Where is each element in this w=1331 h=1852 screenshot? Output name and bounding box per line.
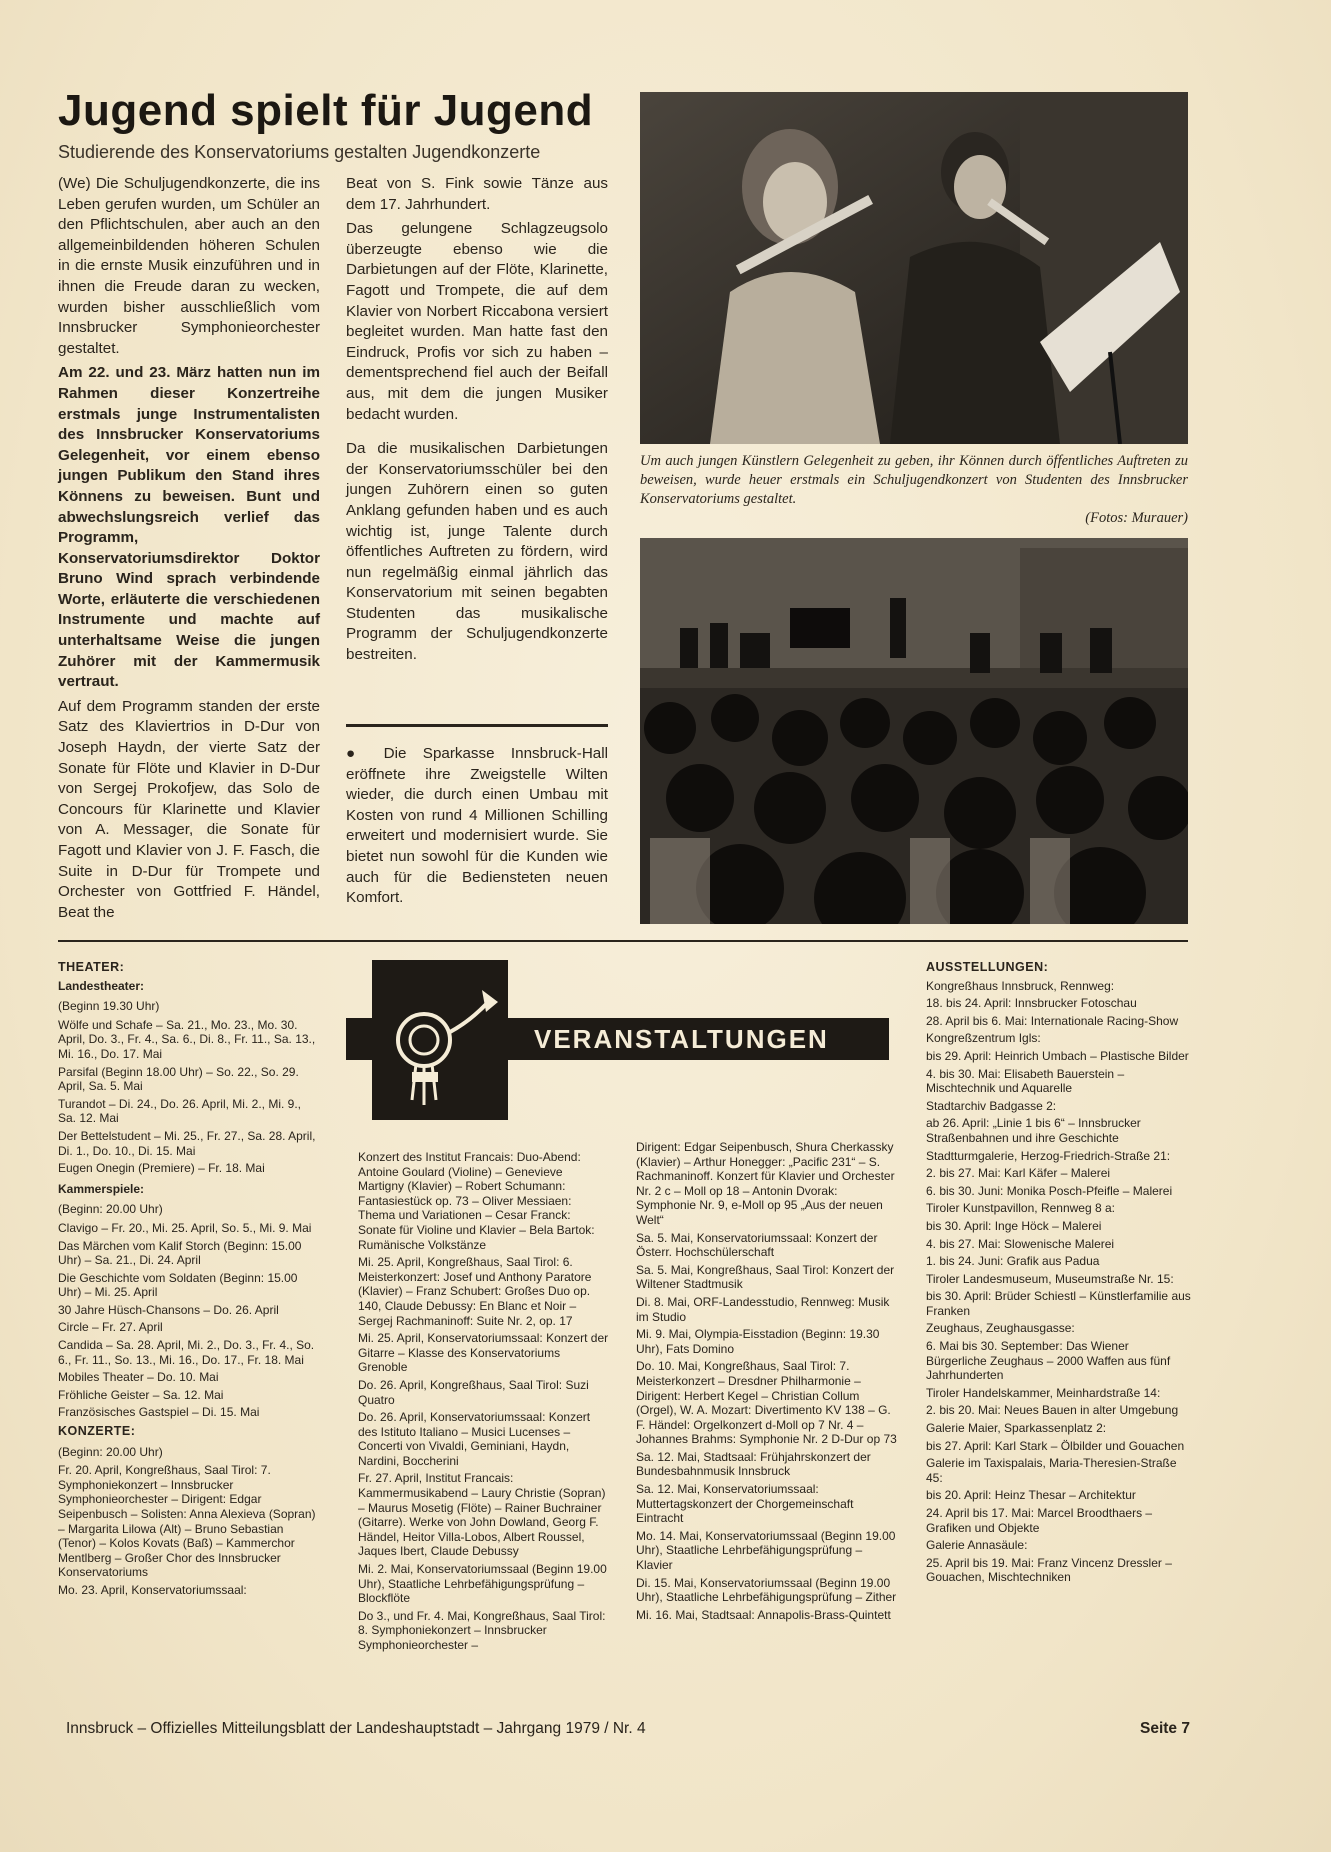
theater-entry: Parsifal (Beginn 18.00 Uhr) – So. 22., So. 29. April, Sa. 5. Mai [58, 1064, 299, 1094]
concert-entry: Mi. 2. Mai, Konservatoriumssaal (Beginn 19.00 Uhr), Staatliche Lehrbefähigungsprüfung – Blockflöte [358, 1562, 607, 1606]
photo-audience [640, 538, 1188, 924]
concert-entry: Fr. 20. April, Kongreßhaus, Saal Tirol: 7. Symphoniekonzert – Innsbrucker Symphonieorchester – Dirigent: Edgar Seipenbusch – Solisten: Anna Alexieva (Sopran) – Margarita Lilowa (Alt) – Bruno Sebastian (Tenor) – Kolos Kovats (Baß) – Kammerchor Mentlberg – Großer Chor des Innsbrucker Konservatoriums [58, 1463, 316, 1580]
theater-entry: Turandot – Di. 24., Do. 26. April, Mi. 2., Mi. 9., Sa. 12. Mai [58, 1096, 301, 1126]
section-divider [58, 940, 1188, 942]
concert-entry: Mi. 16. Mai, Stadtsaal: Annapolis-Brass-Quintett [636, 1607, 891, 1622]
concert-entry: Di. 15. Mai, Konservatoriumssaal (Beginn 19.00 Uhr), Staatliche Lehrbefähigungsprüfung – Zither [636, 1575, 897, 1605]
exhibition-entry: 24. April bis 17. Mai: Marcel Broodthaers – Grafiken und Objekte [926, 1506, 1153, 1535]
exhibition-entry: Galerie Maier, Sparkassenplatz 2: [926, 1421, 1107, 1436]
exhibition-entry: Galerie im Taxispalais, Maria-Theresien-Straße 45: [926, 1456, 1177, 1485]
exhibition-entry: 25. April bis 19. Mai: Franz Vincenz Dressler – Gouachen, Mischtechniken [926, 1555, 1172, 1585]
exhibition-entry: 28. April bis 6. Mai: Internationale Racing-Show [926, 1013, 1179, 1028]
exhibition-entry: 4. bis 27. Mai: Slowenische Malerei [926, 1236, 1115, 1251]
article-column-1 [58, 174, 320, 927]
page-footer: Innsbruck – Offizielles Mitteilungsblatt der Landeshauptstadt – Jahrgang 1979 / Nr. 4 [66, 1720, 646, 1737]
article-paragraph: (We) Die Schuljugendkonzerte, die ins Leben gerufen wurden, um Schüler an den Pflichtschulen, aber auch an den allgemeinbildenden höheren Schulen in die ernste Musik einzuführen und in ihnen die Freude daran zu wecken, wurden bisher ausschließlich vom Innsbrucker Symphonieorchester gestaltet. [58, 175, 320, 357]
theater-entry: Die Geschichte vom Soldaten (Beginn: 15.00 Uhr) – Mi. 25. April [58, 1270, 298, 1300]
photo-caption [640, 452, 1188, 528]
post-horn-icon [372, 960, 508, 1120]
article-paragraph: Auf dem Programm standen der erste Satz des Klaviertrios in D-Dur von Joseph Haydn, der vierte Satz der Sonate für Flöte und Klavier in D-Dur von Sergej Prokofjew, das Solo de Concours für Klarinette und Klavier von A. Messager, die Sonate für Fagott und Klavier von J. F. Fasch, die Suite in D-Dur für Trompete und Orchester von Gottfried F. Händel, Beat the [58, 697, 320, 921]
notice-text: ● Die Sparkasse Innsbruck-Hall eröffnete ihre Zweigstelle Wilten wieder, die durch einen Umbau mit Kosten von rund 4 Millionen Schilling erweitert und modernisiert wurde. Sie bietet nun sowohl für die Kunden wie auch für die Bediensteten neuen Komfort. [346, 745, 608, 907]
exhibition-entry: 2. bis 20. Mai: Neues Bauen in alter Umgebung [926, 1403, 1179, 1418]
theater-entry: Eugen Onegin (Premiere) – Fr. 18. Mai [58, 1161, 265, 1176]
theater-entry: Circle – Fr. 27. April [58, 1320, 163, 1335]
exhibition-entry: Tiroler Landesmuseum, Museumstraße Nr. 15: [926, 1271, 1174, 1286]
concert-entry: Sa. 12. Mai, Konservatoriumssaal: Muttertagskonzert der Chorgemeinschaft Eintracht [636, 1482, 854, 1526]
exhibition-entry: bis 27. April: Karl Stark – Ölbilder und Gouachen [926, 1438, 1185, 1453]
photo-credit: (Fotos: Murauer) [1085, 510, 1188, 526]
kammerspiele-heading: Kammerspiele: [58, 1181, 145, 1196]
exhibition-entry: 4. bis 30. Mai: Elisabeth Bauerstein – Mischtechnik und Aquarelle [926, 1066, 1125, 1096]
exhibition-entry: 2. bis 27. Mai: Karl Käfer – Malerei [926, 1166, 1111, 1181]
theater-entry: Der Bettelstudent – Mi. 25., Fr. 27., Sa. 28. April, Di. 1., Do. 10., Di. 15. Mai [58, 1128, 316, 1158]
concert-entry: Di. 8. Mai, ORF-Landesstudio, Rennweg: Musik im Studio [636, 1294, 890, 1324]
article-paragraph: Beat von S. Fink sowie Tänze aus dem 17. Jahrhundert. [346, 175, 608, 213]
page-number: Seite 7 [1140, 1720, 1190, 1737]
exhibition-entry: Zeughaus, Zeughausgasse: [926, 1321, 1075, 1336]
exhibition-entry: 1. bis 24. Juni: Grafik aus Padua [926, 1254, 1100, 1269]
theater-entry: Wölfe und Schafe – Sa. 21., Mo. 23., Mo. 30. April, Do. 3., Fr. 4., Sa. 6., Di. 8., Fr. 11., Sa. 13., Mi. 16., Do. 17. Mai [58, 1017, 316, 1061]
theater-column [58, 956, 320, 1601]
konzerte-heading: KONZERTE: [58, 1424, 136, 1439]
exhibition-entry: ab 26. April: „Linie 1 bis 6“ – Innsbrucker Straßenbahnen und ihre Geschichte [926, 1116, 1141, 1145]
concerts-column-mid [358, 1150, 610, 1656]
kammerspiele-time: (Beginn: 20.00 Uhr) [58, 1202, 163, 1217]
exhibition-entry: Stadtturmgalerie, Herzog-Friedrich-Straße 21: [926, 1148, 1171, 1163]
concert-entry: Do. 10. Mai, Kongreßhaus, Saal Tirol: 7. Meisterkonzert – Dresdner Philharmonie – Dirigent: Herbert Kegel – Christian Collum (Orgel), W. A. Mozart: Divertimento KV 138 – G. F. Händel: Orgelkonzert d-Moll op 7 Nr. 4 – Johannes Brahms: Symphonie Nr. 2 D-Dur op 73 [636, 1359, 897, 1447]
theater-entry: Das Märchen vom Kalif Storch (Beginn: 15.00 Uhr) – Sa. 21., Di. 24. April [58, 1238, 302, 1268]
exhibition-entry: 6. bis 30. Juni: Monika Posch-Pfeifle – Malerei [926, 1183, 1173, 1198]
concerts-column-right [636, 1140, 898, 1625]
article-paragraph-bold: Am 22. und 23. März hatten nun im Rahmen dieser Konzertreihe erstmals junge Instrumentalisten des Innsbrucker Konservatoriums Gelegenheit, vor einem ebenso jungen Publikum den Stand ihres Könnens zu beweisen. Bunt und abwechslungsreich verlief das Programm, Konservatoriumsdirektor Doktor Bruno Wind sprach verbindende Worte, erläuterte die verschiedenen Instrumente und machte auf unterhaltsame Weise die jungen Zuhörer mit der Kammermusik vertraut. [58, 364, 320, 691]
konzerte-time: (Beginn: 20.00 Uhr) [58, 1444, 163, 1459]
theater-entry: 30 Jahre Hüsch-Chansons – Do. 26. April [58, 1302, 279, 1317]
events-banner-title: VERANSTALTUNGEN [534, 1024, 829, 1054]
city-logo [372, 960, 508, 1120]
exhibition-entry: 18. bis 24. April: Innsbrucker Fotoschau [926, 996, 1137, 1011]
caption-text: Um auch jungen Künstlern Gelegenheit zu geben, ihr Können durch öffentliches Auftreten zu beweisen, wurde heuer erstmals ein Schuljugendkonzert von Studenten des Innsbrucker Konservatoriums gestaltet. [640, 453, 1188, 507]
exhibition-entry: Galerie Annasäule: [926, 1538, 1028, 1553]
landestheater-time: (Beginn 19.30 Uhr) [58, 999, 160, 1014]
exhibition-entry: bis 29. April: Heinrich Umbach – Plastische Bilder [926, 1048, 1189, 1063]
concert-entry: Konzert des Institut Francais: Duo-Abend: Antoine Goulard (Violine) – Genevieve Martigny (Klavier) – Robert Schumann: Fantasiestück op. 73 – Oliver Messiaen: Thema und Variationen – Cesar Franck: Sonate für Violine und Klavier – Bela Bartok: Rumänische Volkstänze [358, 1150, 595, 1252]
photo-musicians-image [640, 92, 1188, 444]
concert-entry: Do. 26. April, Konservatoriumssaal: Konzert des Istituto Italiano – Musici Lucenses – Concerti von Vivaldi, Geminiani, Haydn, Nardini, Boccherini [358, 1410, 591, 1468]
exhibition-entry: Kongreßhaus Innsbruck, Rennweg: [926, 978, 1115, 993]
concert-entry: Sa. 5. Mai, Konservatoriumssaal: Konzert der Österr. Hochschülerschaft [636, 1230, 878, 1260]
concert-entry: Do. 26. April, Kongreßhaus, Saal Tirol: Suzi Quatro [358, 1377, 589, 1407]
exhibitions-column [926, 956, 1192, 1588]
landestheater-heading: Landestheater: [58, 978, 145, 993]
theater-entry: Fröhliche Geister – Sa. 12. Mai [58, 1387, 224, 1402]
column-divider [346, 724, 608, 727]
sparkasse-notice [346, 744, 608, 913]
concert-entry: Sa. 12. Mai, Stadtsaal: Frühjahrskonzert der Bundesbahnmusik Innsbruck [636, 1449, 871, 1479]
concert-entry: Sa. 5. Mai, Kongreßhaus, Saal Tirol: Konzert der Wiltener Stadtmusik [636, 1262, 895, 1292]
article-paragraph: Da die musikalischen Darbietungen der Konservatoriumsschüler bei den jungen Zuhörern einen so guten Anklang gefunden haben und es auch wichtig ist, junge Talente durch öffentliches Auftreten zu fördern, wird nun regelmäßig einmal jährlich das Konservatorium mit seinen begabten Studenten das musikalische Programm der Schuljugendkonzerte bestreiten. [346, 440, 608, 664]
concert-entry: Mi. 9. Mai, Olympia-Eisstadion (Beginn: 19.30 Uhr), Fats Domino [636, 1327, 880, 1356]
exhibition-entry: Stadtarchiv Badgasse 2: [926, 1098, 1057, 1113]
exhibition-entry: Tiroler Kunstpavillon, Rennweg 8 a: [926, 1201, 1115, 1216]
article-paragraph: Das gelungene Schlagzeugsolo überzeugte ebenso wie die Darbietungen auf der Flöte, Klarinette, Fagott und Trompete, die auf dem Klavier von Norbert Riccabona versiert begleitet wurden. Man hatte fast den Eindruck, Profis vor sich zu haben – dementsprechend fiel auch der Beifall aus, mit dem die jungen Musiker bedacht wurden. [346, 220, 608, 423]
concert-entry: Mi. 25. April, Kongreßhaus, Saal Tirol: 6. Meisterkonzert: Josef und Anthony Paratore (Klavier) – Franz Schubert: Großes Duo op. 140, Claude Debussy: En Blanc et Noir – Sergej Rachmaninoff: Suite Nr. 2, op. 17 [358, 1255, 592, 1328]
theater-heading: THEATER: [58, 960, 125, 974]
exhibition-entry: 6. Mai bis 30. September: Das Wiener Bürgerliche Zeughaus – 2000 Waffen aus fünf Jahrhunderten [926, 1339, 1171, 1383]
exhibition-entry: Tiroler Handelskammer, Meinhardstraße 14: [926, 1385, 1161, 1400]
photo-audience-image [640, 538, 1188, 924]
photo-musicians [640, 92, 1188, 444]
concert-entry: Dirigent: Edgar Seipenbusch, Shura Cherkassky (Klavier) – Arthur Honegger: „Pacific 231“ – S. Rachmaninoff. Konzert für Klavier und Orchester Nr. 2 c – Moll op 18 – Antonin Dvorak: Symphonie Nr. 9, e-Moll op 95 „Aus der neuen Welt“ [636, 1140, 895, 1227]
concert-entry: Mo. 23. April, Konservatoriumssaal: [58, 1582, 247, 1597]
exhibition-entry: bis 30. April: Inge Höck – Malerei [926, 1218, 1102, 1233]
exhibitions-heading: AUSSTELLUNGEN: [926, 960, 1049, 974]
article-subhead: Studierende des Konservatoriums gestalten Jugendkonzerte [58, 142, 541, 162]
exhibition-entry: Kongreßzentrum Igls: [926, 1031, 1041, 1046]
article-headline: Jugend spielt für Jugend [58, 86, 594, 135]
theater-entry: Mobiles Theater – Do. 10. Mai [58, 1370, 219, 1385]
article-column-2 [346, 174, 608, 670]
exhibition-entry: bis 30. April: Brüder Schiestl – Künstlerfamilie aus Franken [926, 1289, 1191, 1318]
exhibition-entry: bis 20. April: Heinz Thesar – Architektur [926, 1488, 1136, 1503]
concert-entry: Fr. 27. April, Institut Francais: Kammermusikabend – Laury Christie (Sopran) – Maurus Mosetig (Flöte) – Rainer Buchrainer (Gitarre). Werke von John Dowland, Georg F. Händel, Heitor Villa-Lobos, Albert Roussel, Jaques Ibert, Claude Debussy [358, 1471, 606, 1559]
concert-entry: Mi. 25. April, Konservatoriumssaal: Konzert der Gitarre – Klasse des Konservatoriums Grenoble [358, 1331, 609, 1375]
theater-entry: Candida – Sa. 28. April, Mi. 2., Do. 3., Fr. 4., So. 6., Fr. 11., So. 13., Mi. 16., Do. 17., Fr. 18. Mai [58, 1338, 315, 1367]
concert-entry: Do 3., und Fr. 4. Mai, Kongreßhaus, Saal Tirol: 8. Symphoniekonzert – Innsbrucker Symphonieorchester – [358, 1608, 606, 1652]
theater-entry: Clavigo – Fr. 20., Mi. 25. April, So. 5., Mi. 9. Mai [58, 1220, 312, 1235]
concert-entry: Mo. 14. Mai, Konservatoriumssaal (Beginn 19.00 Uhr), Staatliche Lehrbefähigungsprüfung – Klavier [636, 1528, 896, 1573]
theater-entry: Französisches Gastspiel – Di. 15. Mai [58, 1405, 260, 1420]
